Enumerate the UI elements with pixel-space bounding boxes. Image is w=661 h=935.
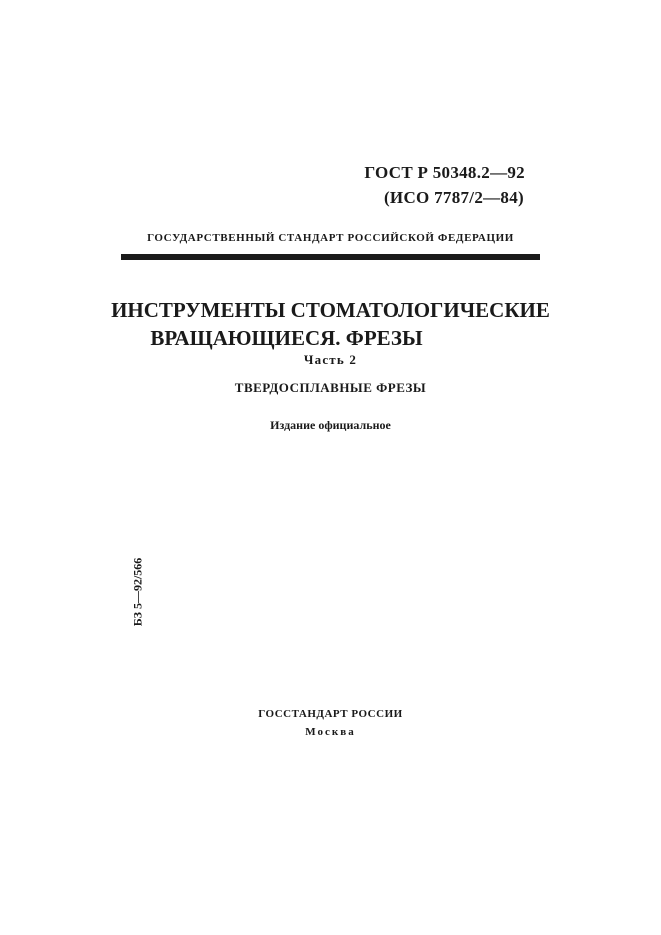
publisher: ГОССТАНДАРТ РОССИИ <box>258 708 403 720</box>
side-code-stamp: БЗ 5—92/566 <box>130 557 145 627</box>
header-divider <box>121 254 540 260</box>
part-label: Часть 2 <box>303 352 358 367</box>
state-standard-heading: ГОСУДАРСТВЕННЫЙ СТАНДАРТ РОССИЙСКОЙ ФЕДЕРАЦИИ <box>147 232 514 244</box>
gost-number: ГОСТ Р 50348.2—92 <box>364 163 525 182</box>
iso-number: (ИСО 7787/2—84) <box>383 188 524 207</box>
part-subtitle: ТВЕРДОСПЛАВНЫЕ ФРЕЗЫ <box>234 380 427 395</box>
edition-note: Издание официальное <box>270 418 391 432</box>
publisher-city: Москва <box>305 726 356 738</box>
document-title-line-2: ВРАЩАЮЩИЕСЯ. ФРЕЗЫ <box>150 326 423 350</box>
document-title-line-1: ИНСТРУМЕНТЫ СТОМАТОЛОГИЧЕСКИЕ <box>111 298 550 322</box>
document-title <box>0 296 661 352</box>
